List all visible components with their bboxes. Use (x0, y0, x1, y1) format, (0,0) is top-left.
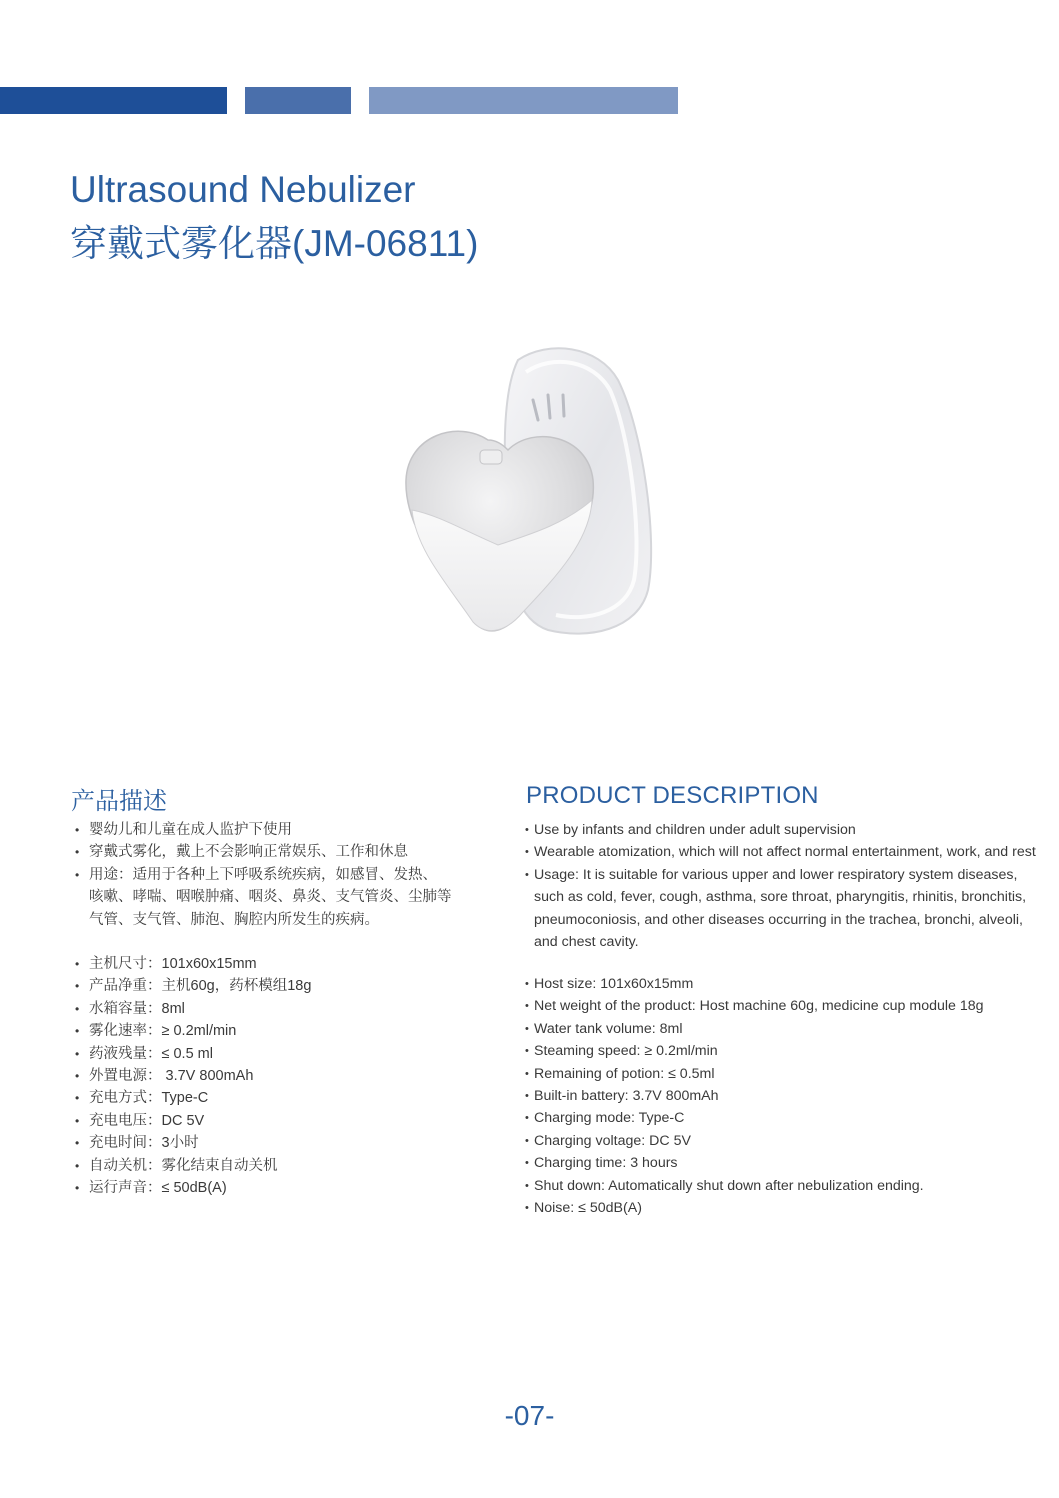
spec-item: • Noise: ≤ 50dB(A) (524, 1197, 1054, 1219)
list-item: • Use by infants and children under adult supervision (524, 819, 1054, 841)
spec-item: • 水箱容量：8ml (74, 998, 494, 1020)
spec-item: • 充电电压：DC 5V (74, 1110, 494, 1132)
spec-item: • 主机尺寸：101x60x15mm (74, 953, 494, 975)
list-item-continuation: 气管、支气管、肺泡、胸腔内所发生的疾病。 (89, 911, 379, 928)
chinese-intro-list (74, 819, 494, 931)
header-bar-dark (0, 87, 227, 114)
section-heading-english: PRODUCT DESCRIPTION (526, 782, 819, 809)
spec-item: • Charging mode: Type-C (524, 1107, 1054, 1129)
spec-item: • 雾化速率：≥ 0.2ml/min (74, 1020, 494, 1042)
chinese-specs-list (74, 953, 494, 1199)
page-number: -07- (504, 1400, 555, 1431)
list-item: • 用途：适用于各种上下呼吸系统疾病，如感冒、发热、 (74, 864, 494, 886)
spec-item: • Net weight of the product: Host machine 60g, medicine cup module 18g (524, 995, 1054, 1017)
header-bar-light (369, 87, 678, 114)
spec-item: • Water tank volume: 8ml (524, 1018, 1054, 1040)
spec-item: • Charging time: 3 hours (524, 1152, 1054, 1174)
list-item-continuation: pneumoconiosis, and other diseases occurring in the trachea, bronchi, alveoli, (534, 911, 1023, 928)
section-heading-chinese: 产品描述 (71, 788, 167, 815)
title-english: Ultrasound Nebulizer (70, 169, 416, 210)
list-item-continuation: and chest cavity. (534, 934, 639, 951)
spec-item: • Shut down: Automatically shut down after nebulization ending. (524, 1175, 1054, 1197)
list-item-continuation: such as cold, fever, cough, asthma, sore throat, pharyngitis, rhinitis, bronchitis, (534, 889, 1027, 906)
english-specs-list (524, 973, 1054, 1219)
list-item: • 婴幼儿和儿童在成人监护下使用 (74, 819, 494, 841)
spec-item: • Steaming speed: ≥ 0.2ml/min (524, 1040, 1054, 1062)
list-item-continuation: 咳嗽、哮喘、咽喉肿痛、咽炎、鼻炎、支气管炎、尘肺等 (89, 889, 452, 906)
list-item: • Wearable atomization, which will not affect normal entertainment, work, and rest (524, 841, 1054, 863)
english-intro-list (524, 819, 1054, 953)
header-bar-medium (245, 87, 351, 114)
spec-item: • Built-in battery: 3.7V 800mAh (524, 1085, 1054, 1107)
title-chinese: 穿戴式雾化器(JM-06811) (70, 223, 479, 264)
spec-item: • 运行声音：≤ 50dB(A) (74, 1177, 494, 1199)
spec-item: • 药液残量：≤ 0.5 ml (74, 1043, 494, 1065)
list-item: • 穿戴式雾化，戴上不会影响正常娱乐、工作和休息 (74, 841, 494, 863)
spec-item: • Host size: 101x60x15mm (524, 973, 1054, 995)
product-image (398, 340, 678, 640)
spec-item: • 充电时间：3小时 (74, 1132, 494, 1154)
spec-item: • 产品净重：主机60g，药杯模组18g (74, 975, 494, 997)
spec-item: • 充电方式：Type-C (74, 1087, 494, 1109)
spec-item: • 自动关机：雾化结束自动关机 (74, 1155, 494, 1177)
spec-item: • Remaining of potion: ≤ 0.5ml (524, 1063, 1054, 1085)
list-item: • Usage: It is suitable for various upper and lower respiratory system diseases, (524, 864, 1054, 886)
spec-item: • 外置电源： 3.7V 800mAh (74, 1065, 494, 1087)
spec-item: • Charging voltage: DC 5V (524, 1130, 1054, 1152)
